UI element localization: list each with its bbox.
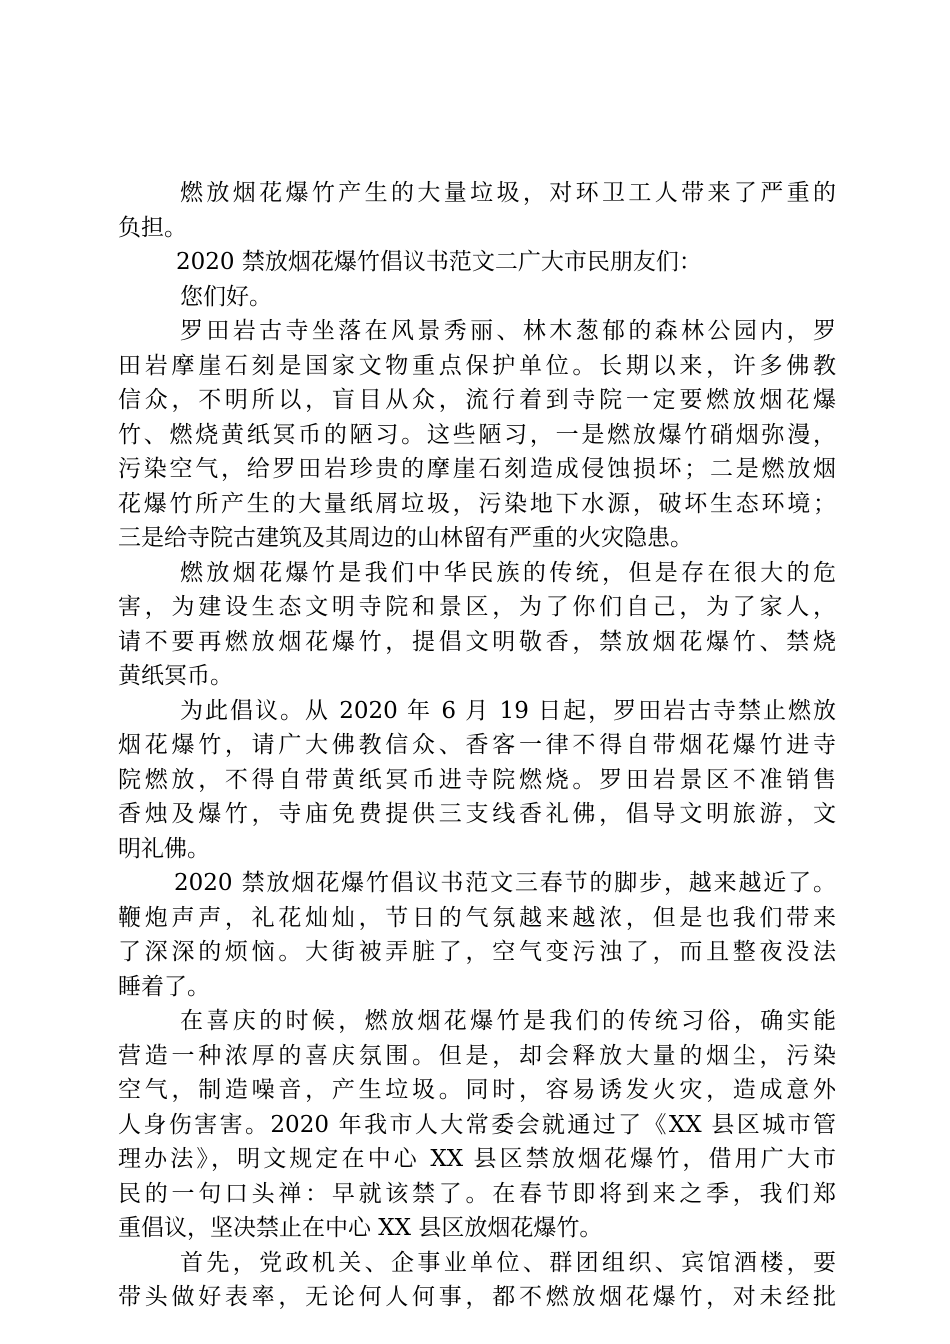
text-line: 2020 禁放烟花爆竹倡议书范文三春节的脚步，越来越近了。 <box>174 870 836 896</box>
text-line: 鞭炮声声，礼花灿灿，节日的气氛越来越浓，但是也我们带来 <box>118 904 836 931</box>
text-line: 害，为建设生态文明寺院和景区，为了你们自己，为了家人， <box>118 594 836 620</box>
text-line: 2020 禁放烟花爆竹倡议书范文二广大市民朋友们： <box>176 249 702 275</box>
text-line: 黄纸冥币。 <box>118 663 233 689</box>
text-line: 花爆竹所产生的大量纸屑垃圾，污染地下水源，破坏生态环境； <box>118 490 836 517</box>
text-line: 请不要再燃放烟花爆竹，提倡文明敬香，禁放烟花爆竹、禁烧 <box>118 628 836 655</box>
text-line: 首先，党政机关、企事业单位、群团组织、宾馆酒楼，要 <box>180 1249 836 1276</box>
text-line: 燃放烟花爆竹是我们中华民族的传统，但是存在很大的危 <box>180 559 836 586</box>
text-line: 明礼佛。 <box>118 835 210 862</box>
text-line: 为此倡议。从 2020 年 6 月 19 日起，罗田岩古寺禁止燃放 <box>180 697 836 724</box>
text-line: 烟花爆竹，请广大佛教信众、香客一律不得自带烟花爆竹进寺 <box>118 732 836 758</box>
text-line: 睡着了。 <box>118 973 210 1000</box>
text-line: 民的一句口头禅：早就该禁了。在春节即将到来之季，我们郑 <box>118 1180 836 1207</box>
document-body <box>118 176 836 1315</box>
text-line: 信众，不明所以，盲目从众，流行着到寺院一定要燃放烟花爆 <box>118 387 836 413</box>
text-line: 在喜庆的时候，燃放烟花爆竹是我们的传统习俗，确实能 <box>180 1008 836 1034</box>
text-line: 香烛及爆竹，寺庙免费提供三支线香礼佛，倡导文明旅游，文 <box>118 801 836 827</box>
text-line: 负担。 <box>118 214 187 241</box>
text-line: 田岩摩崖石刻是国家文物重点保护单位。长期以来，许多佛教 <box>118 352 836 379</box>
text-line: 燃放烟花爆竹产生的大量垃圾，对环卫工人带来了严重的 <box>180 180 836 206</box>
text-line: 理办法》，明文规定在中心 XX 县区禁放烟花爆竹，借用广大市 <box>118 1146 836 1172</box>
text-line: 重倡议，坚决禁止在中心 XX 县区放烟花爆竹。 <box>118 1215 603 1241</box>
text-line: 空气，制造噪音，产生垃圾。同时，容易诱发火灾，造成意外 <box>118 1077 836 1103</box>
text-line: 罗田岩古寺坐落在风景秀丽、林木葱郁的森林公园内，罗 <box>180 318 836 344</box>
text-line: 竹、燃烧黄纸冥币的陋习。这些陋习，一是燃放爆竹硝烟弥漫， <box>118 421 836 448</box>
text-line: 营造一种浓厚的喜庆氛围。但是，却会释放大量的烟尘，污染 <box>118 1042 836 1069</box>
text-line: 人身伤害害。2020 年我市人大常委会就通过了《XX 县区城市管 <box>118 1111 836 1138</box>
text-line: 您们好。 <box>180 283 272 310</box>
text-line: 带头做好表率，无论何人何事，都不燃放烟花爆竹，对未经批 <box>118 1284 836 1310</box>
text-line: 三是给寺院古建筑及其周边的山林留有严重的火灾隐患。 <box>118 525 693 551</box>
text-line: 院燃放，不得自带黄纸冥币进寺院燃烧。罗田岩景区不准销售 <box>118 766 836 793</box>
text-line: 污染空气，给罗田岩珍贵的摩崖石刻造成侵蚀损坏；二是燃放烟 <box>118 456 836 482</box>
text-line: 了深深的烦恼。大街被弄脏了，空气变污浊了，而且整夜没法 <box>118 939 836 965</box>
